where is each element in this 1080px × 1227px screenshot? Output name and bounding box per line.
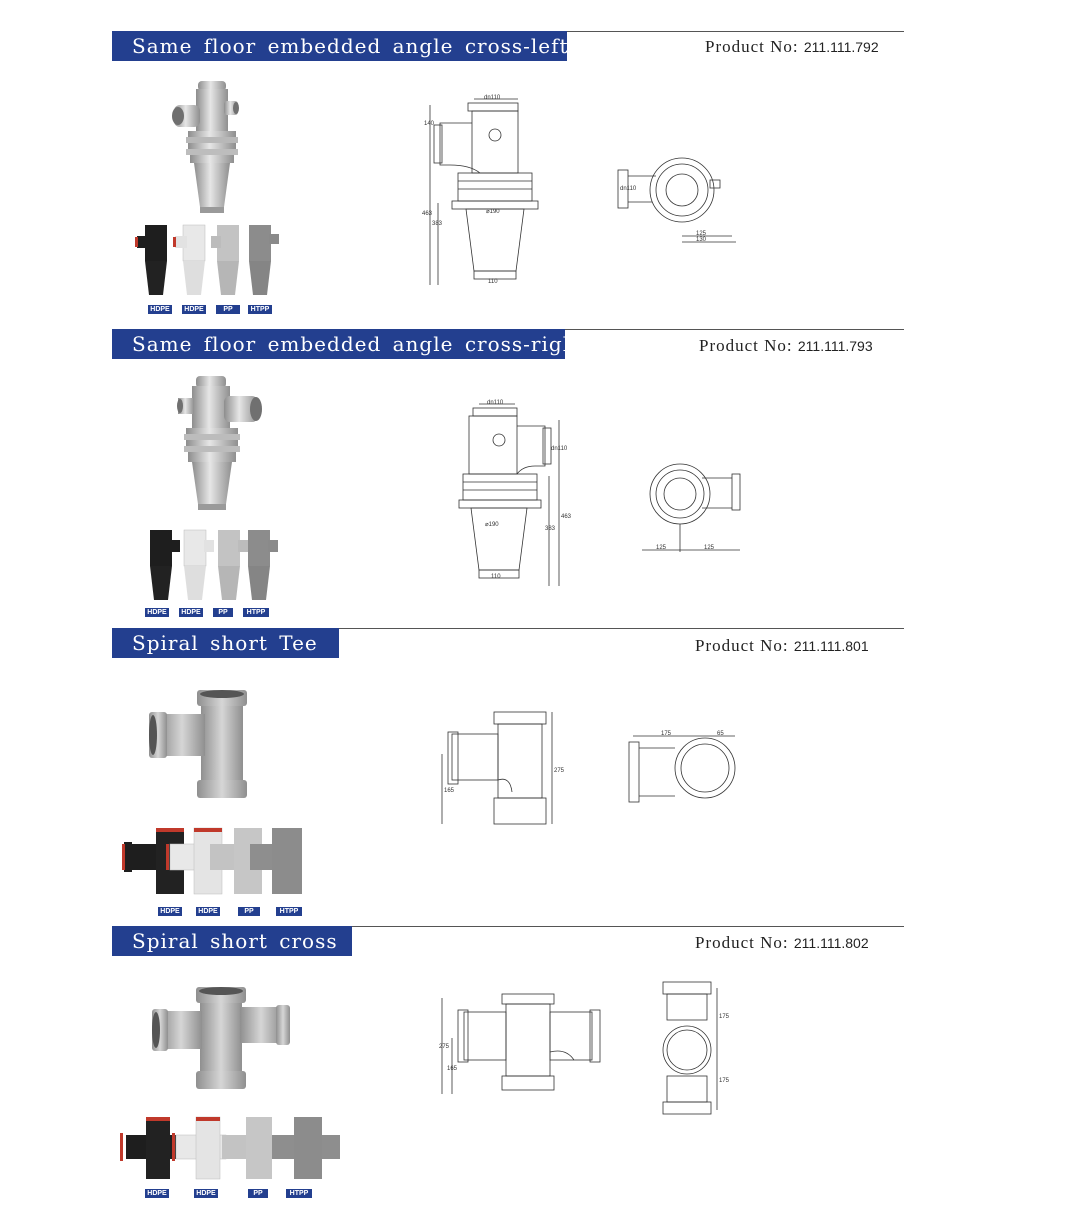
dim-w1: 175 [661,731,672,737]
dim-top: dn110 [484,95,501,101]
dim-e: 110 [488,279,498,285]
dim-w2: 125 [704,545,715,551]
dim-e: 110 [491,574,501,580]
material-badge: HDPE [148,305,172,314]
material-badge: HDPE [196,907,220,916]
material-badge: HTPP [248,305,272,314]
dim-s2: 175 [719,1078,730,1084]
section-title: Spiral short cross [112,926,352,956]
dim-w2: 130 [696,237,707,243]
product-number [695,933,869,953]
variant-grey [222,1117,274,1179]
dim-side: dn110 [620,186,637,192]
dim-d: ⌀190 [485,522,499,528]
dim-s1: 175 [719,1014,730,1020]
dim-c: 383 [432,221,443,227]
material-badge: HDPE [145,608,169,617]
variant-black [120,1117,178,1179]
material-badge: HTPP [276,907,302,916]
dim-h: 275 [439,1044,450,1050]
dim-c: 383 [545,526,556,532]
dim-w1: 125 [696,231,707,237]
material-variants [118,1115,348,1185]
material-badge: HDPE [182,305,206,314]
section-title: Spiral short Tee [112,628,339,658]
dim-w1: 125 [656,545,667,551]
material-badge: HDPE [179,608,203,617]
material-badge: PP [213,608,233,617]
dim-hl: 165 [444,788,455,794]
material-badge: HDPE [158,907,182,916]
material-badge: HTPP [286,1189,312,1198]
product-no-value: 211.111.792 [803,39,879,55]
product-no-value: 211.111.801 [793,638,869,654]
front-drawing [438,990,608,1105]
dim-d: ⌀190 [486,209,500,215]
section-title: Same floor embedded angle cross-left [112,31,567,61]
material-badge: HTPP [243,608,269,617]
product-no-label: Product No: [705,37,799,56]
product-no-label: Product No: [699,336,793,355]
material-badge: HDPE [145,1189,169,1198]
material-badge: PP [216,305,240,314]
product-no-label: Product No: [695,933,789,952]
product-no-value: 211.111.793 [797,338,873,354]
dim-a: 140 [424,121,435,127]
dim-side: dn110 [551,446,568,452]
top-drawing [655,978,730,1118]
dim-top: dn110 [487,400,504,406]
material-badge: HDPE [194,1189,218,1198]
dim-b: 463 [561,514,572,520]
product-no-label: Product No: [695,636,789,655]
dim-b: 463 [422,211,433,217]
dim-hl: 165 [447,1066,458,1072]
variant-dark-grey [272,1117,340,1179]
dim-w2: 65 [717,731,724,737]
material-badge: PP [238,907,260,916]
material-badge: PP [248,1189,268,1198]
dim-h: 275 [554,768,565,774]
variant-white [172,1117,226,1179]
product-no-value: 211.111.802 [793,935,869,951]
product-image [150,985,295,1095]
section-title: Same floor embedded angle cross-right [112,329,565,359]
